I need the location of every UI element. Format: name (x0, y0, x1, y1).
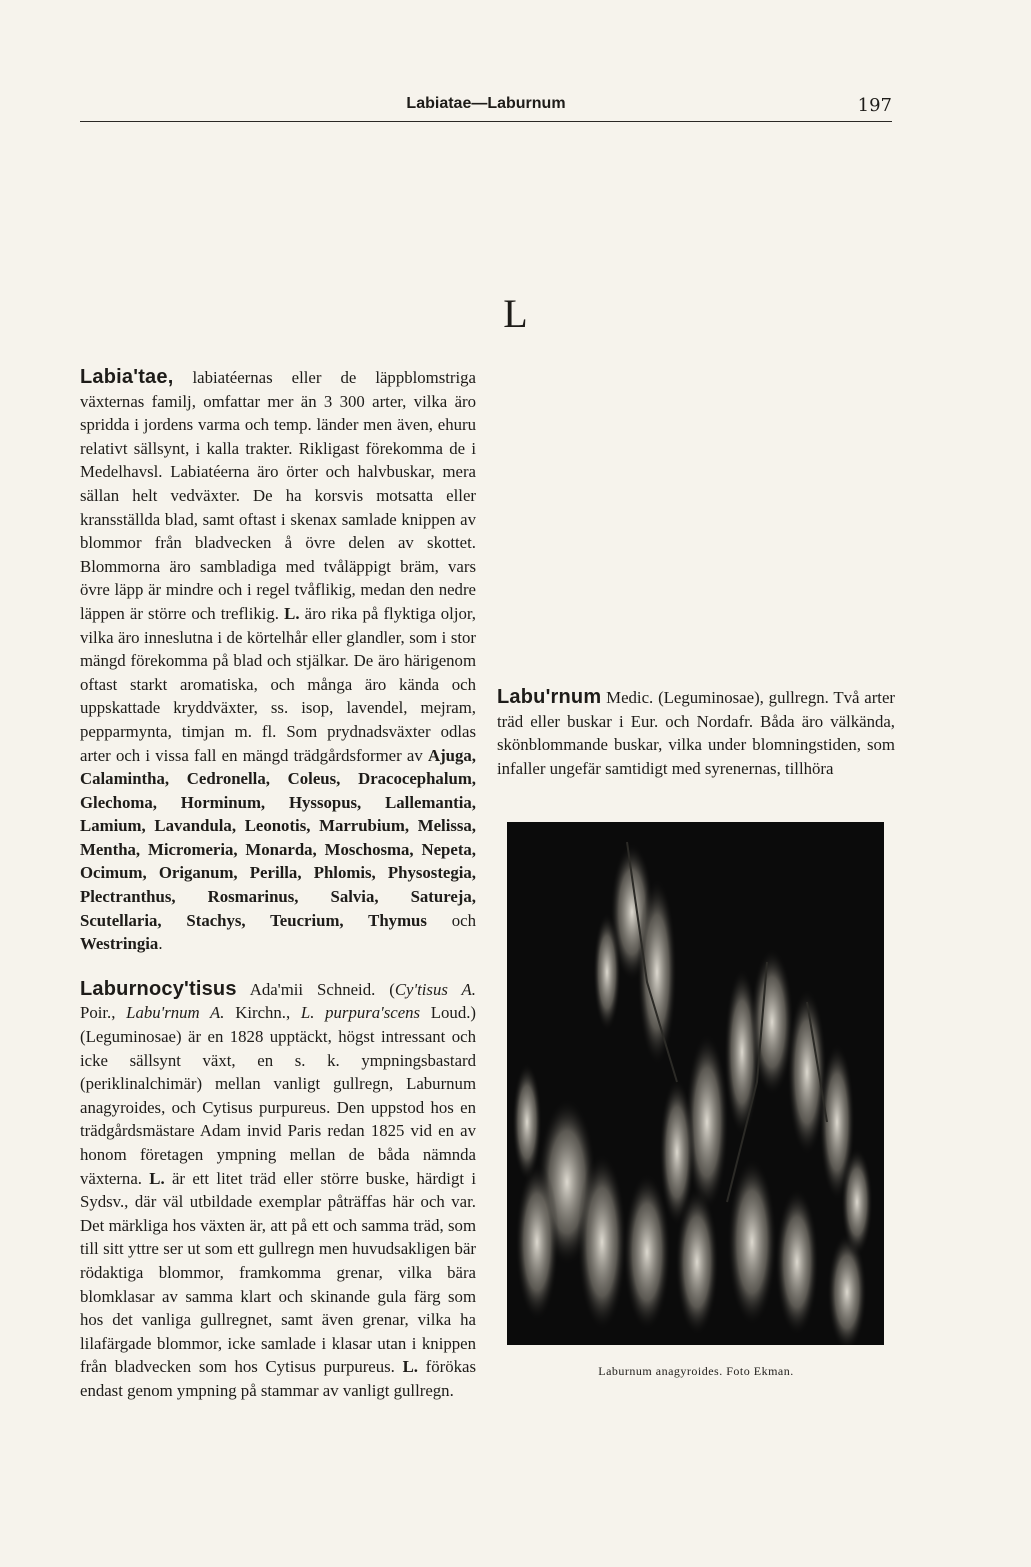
running-title: Labiatae—Laburnum (406, 95, 566, 112)
headword-laburnum: Labu'rnum (497, 686, 602, 708)
genera-list: Ajuga, Calamintha, Cedronella, Coleus, Dracocephalum, Glechoma, Horminum, Hyssopus, Lallemantia, Lamium, Lavandula, Leonotis, Marrubium, Melissa, Mentha, Micromeria, Monarda, Moschosma, Nepeta, Ocimum, Origanum, Perilla, Phlomis, Physostegia, Plectranthus, Rosmarinus, Salvia, Satureja, Scutellaria, Stachys, Teucrium, Thymus (80, 745, 476, 930)
flower-cluster-graphic (507, 822, 884, 1345)
figure-caption: Laburnum anagyroides. Foto Ekman. (598, 1364, 794, 1378)
headword-laburnocytisus: Laburnocy'tisus (80, 977, 237, 1000)
entry-labiatae: Labia'tae, labiatéernas eller de läppblomstriga växternas familj, omfattar mer än 3 300 arter, vilka äro spridda i jordens varma och temp. länder men även, ehuru relativt sällsynt, i kalla trakter. Rikligast förekomma de i Medelhavsl. Labiatéerna äro örter och halvbuskar, mera sällan helt vedväxter. De ha korsvis motsatta eller kransställda blad, samt oftast i skenax samlade knippen av blommor från bladvecken å övre delen av skottet. Blommorna äro sambladiga med tvåläppigt bräm, vars övre läpp är mindre och i regel tvåflikig, medan den nedre läppen är större och treflikig. L. äro rika på flyktiga oljor, vilka äro inneslutna i de körtelhår eller glandler, som i stor mängd förekomma på blad och stjälkar. De äro härigenom oftast starkt aromatiska, och många äro kända och uppskattade kryddväxter, ss. isop, lavendel, mejram, pepparmynta, timjan m. fl. Som prydnadsväxter odlas arter och i vissa fall en mängd trädgårdsformer av Ajuga, Calamintha, Cedronella, Coleus, Dracocephalum, Glechoma, Horminum, Hyssopus, Lallemantia, Lamium, Lavandula, Leonotis, Marrubium, Melissa, Mentha, Micromeria, Monarda, Moschosma, Nepeta, Ocimum, Origanum, Perilla, Phlomis, Physostegia, Plectranthus, Rosmarinus, Salvia, Satureja, Scutellaria, Stachys, Teucrium, Thymus och Westringia. (80, 366, 477, 954)
left-column (80, 366, 476, 1403)
right-column-entry (497, 686, 895, 780)
entry-laburnum: Labu'rnum Medic. (Leguminosae), gullregn. Två arter träd eller buskar i Eur. och Nordafr. Båda äro välkända, skönblommande buskar, vilka under blomningstiden, som infaller ungefär samtidigt med syrenernas, tillhöra (497, 686, 895, 778)
headword-labiatae: Labia'tae, (80, 366, 174, 388)
entry-laburnocytisus: Laburnocy'tisus Ada'mii Schneid. (Cy'tisus A. Poir., Labu'rnum A. Kirchn., L. purpura'scens Loud.) (Leguminosae) är en 1828 upptäckt, högst intressant och icke sällsynt växt, en s. k. ympningsbastard (periklinalchimär) mellan vanligt gullregn, Laburnum anagyroides, och Cytisus purpureus. Den uppstod hos en trädgårdsmästare Adam invid Paris redan 1825 vid en av honom företagen ympning mellan de båda nämnda växterna. L. är ett litet träd eller större buske, härdigt i Sydsv., där väl utbildade exemplar påträffas här och var. Det märkliga hos växten är, att på ett och samma träd, som till sitt yttre ser ut som ett gullregn men huvudsakligen bär rödaktiga blommor, framkomma grenar, vilka bära blomklasar av samma klart och skinande gula färg som hos det vanliga gullregnet, samt även grenar, vilka ha lilafärgade blommor, icke samlade i klasar utan i knippen från bladvecken som hos Cytisus purpureus. L. förökas endast genom ympning på stammar av vanligt gullregn. (80, 977, 476, 1400)
laburnum-photo (507, 822, 884, 1345)
section-letter: L (503, 291, 528, 336)
hanging-racemes (512, 842, 873, 1345)
page-number: 197 (857, 95, 892, 116)
running-header (80, 95, 892, 122)
